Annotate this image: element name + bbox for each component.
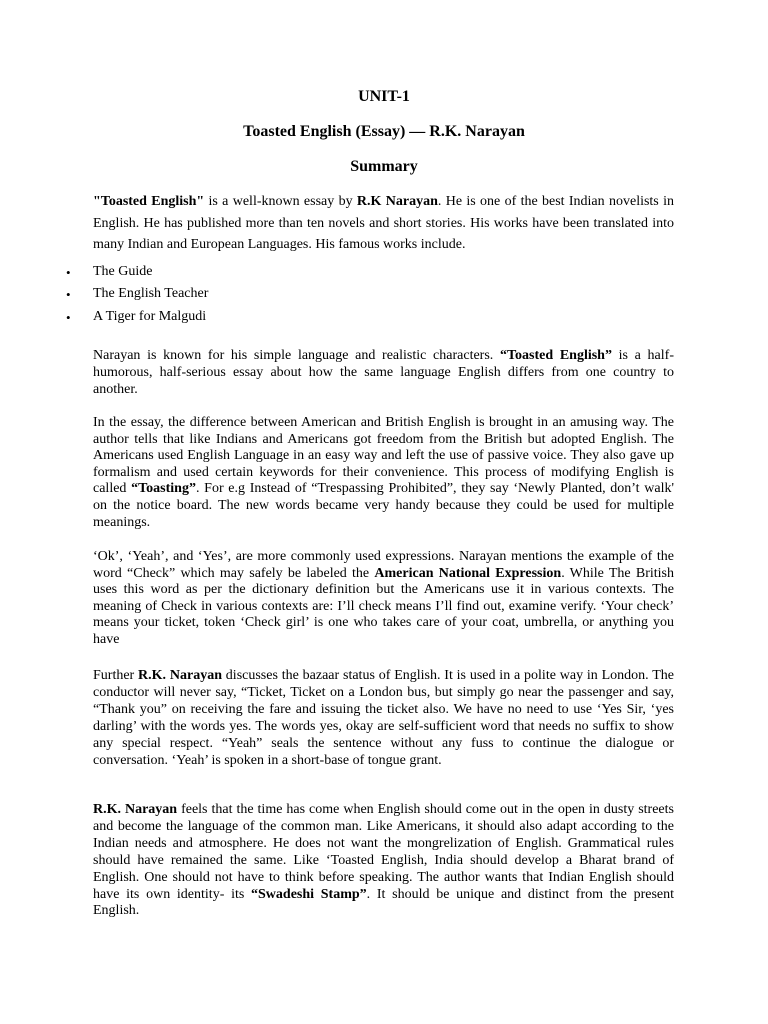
- list-item-text: The English Teacher: [93, 286, 209, 302]
- paragraph-text: . It should be unique and distinct from the present English.: [93, 886, 674, 919]
- essay-title: Toasted English (Essay) — R.K. Narayan: [243, 123, 525, 140]
- list-item-text: A Tiger for Malgudi: [93, 308, 207, 324]
- bold-text: “Toasted English”: [499, 348, 612, 363]
- bold-text: R.K. Narayan: [93, 802, 178, 817]
- bold-text: "Toasted English": [93, 194, 205, 209]
- paragraph-text: In the essay, the difference between American and British English is brought in an amusing way. The author tells that like Indians and Americans got freedom from the British but adopted English. The Americans used English Language in an easy way and left the use of passive voice. They also gave up formalism and used certain keywords for their convenience. This process of modifying English is called: [93, 415, 674, 497]
- paragraph-text: is a half-humorous, half-serious essay about how the same language English differs from one country to another.: [93, 348, 674, 397]
- bold-text: American National Expression: [374, 565, 562, 581]
- summary-heading: Summary: [350, 158, 418, 175]
- bazaar-status-paragraph: [93, 667, 674, 770]
- paragraph-text: . For e.g Instead of “Trespassing Prohibited”, they say ‘Newly Planted, don’t walk' on the notice board. The new words became very handy because they could be used for multiple meanings.: [93, 481, 674, 530]
- paragraph-text: is a well-known essay by: [204, 194, 357, 209]
- bold-text: “Swadeshi Stamp”: [251, 886, 367, 902]
- list-item-text: The Guide: [93, 264, 153, 279]
- paragraph-text: Further: [93, 668, 139, 683]
- check-expression-paragraph: [93, 549, 674, 649]
- narayan-style-paragraph: [93, 347, 674, 398]
- intro-paragraph: [93, 191, 674, 256]
- paragraph-text: Narayan is known for his simple language and realistic characters.: [93, 348, 500, 363]
- bold-text: “Toasting”: [131, 481, 196, 497]
- paragraph-text: ‘Ok’, ‘Yeah’, and ‘Yes’, are more commonly used expressions. Narayan mentions the example of the word “Check” which may safely be labeled the: [93, 549, 674, 581]
- indian-english-paragraph: [93, 802, 674, 920]
- bold-text: R.K. Narayan: [138, 668, 222, 683]
- bullet-icon: •: [66, 265, 71, 280]
- paragraph-text: . While The British uses this word as per the dictionary definition but the Americans use it in various contexts. The meaning of Check in various contexts are: I’ll check means I’ll find out, examine verify. ‘Your check’ means your ticket, token ‘Check girl’ is one who takes care of your coat, umbrella, or anything you have: [93, 565, 674, 647]
- paragraph-text: . He is one of the best Indian novelists in English. He has published more than ten novels and short stories. His works have been translated into many Indian and European Languages. His famous works include.: [93, 194, 674, 252]
- unit-heading: UNIT-1: [358, 88, 410, 105]
- bullet-icon: •: [66, 287, 71, 303]
- bold-text: R.K Narayan: [356, 194, 438, 209]
- paragraph-text: feels that the time has come when English should come out in the open in dusty streets and become the language of the common man. Like Americans, it should also adapt according to the Indian needs and atmosphere. He does not want the mongrelization of English. Grammatical rules should have remained the same. Like ‘Toasted English, India should develop a Bharat brand of English. One should not have to think before speaking. The author wants that Indian English should have its own identity- its: [93, 802, 674, 902]
- american-british-paragraph: [93, 415, 674, 531]
- paragraph-text: discusses the bazaar status of English. It is used in a polite way in London. The conductor will never say, “Ticket, Ticket on a London bus, but simply go near the passenger and say, “Thank you” on receiving the fare and issuing the ticket also. We have no need to use ‘Yes Sir, ‘yes darling’ with the words yes. The words yes, okay are self-sufficient word that needs no suffix to show any special respect. “Yeah” seals the sentence without any fuss to continue the dialogue or conversation. ‘Yeah’ is spoken in a short-base of tongue grant.: [93, 668, 674, 769]
- bullet-icon: •: [66, 309, 71, 325]
